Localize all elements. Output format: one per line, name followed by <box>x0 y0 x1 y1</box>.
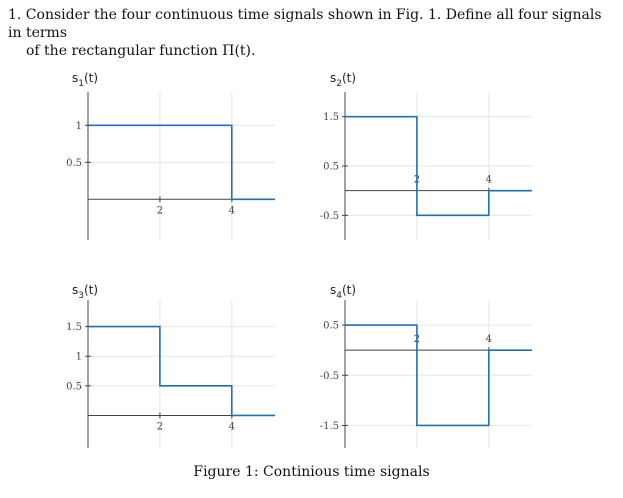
s2-axis-label: $s_2(t)$ <box>330 71 357 89</box>
s2-y-tick-label: 0.5 <box>323 161 339 173</box>
s4-x-tick-label: 4 <box>485 334 493 346</box>
s3-x-tick-label: 2 <box>156 421 164 433</box>
s1-y-tick-label: 0.5 <box>66 157 82 169</box>
s2-y-tick-label: -0.5 <box>319 210 339 222</box>
s4-y-tick-label: -0.5 <box>319 370 339 382</box>
s3-y-tick-label: 1 <box>75 351 82 363</box>
s3-y-tick-label: 0.5 <box>66 381 82 393</box>
s4-y-tick-label: 0.5 <box>323 320 339 332</box>
s1-x-tick-label: 2 <box>156 205 164 217</box>
s4-x-tick-label: 2 <box>413 334 421 346</box>
s3-signal-line <box>88 327 275 416</box>
s2-panel <box>320 71 532 240</box>
s3-y-tick-label: 1.5 <box>66 322 82 334</box>
s3-x-tick-label: 4 <box>228 421 236 433</box>
s2-x-tick-label: 4 <box>485 174 493 186</box>
s4-y-tick-label: -1.5 <box>319 420 339 432</box>
s4-panel <box>320 283 532 448</box>
s1-x-tick-label: 4 <box>228 205 236 217</box>
s1-axis-label: $s_1(t)$ <box>72 71 99 89</box>
s1-panel <box>66 71 275 240</box>
figure-caption: Figure 1: Continious time signals <box>193 464 430 480</box>
question-line-1: 1. Consider the four continuous time signals shown in Fig. 1. Define all four signals in terms <box>8 7 602 41</box>
s2-x-tick-label: 2 <box>413 174 421 186</box>
s3-panel <box>66 283 275 448</box>
question-line-2: of the rectangular function Π(t). <box>26 43 256 59</box>
s1-y-tick-label: 1 <box>75 120 82 132</box>
s2-y-tick-label: 1.5 <box>323 112 339 124</box>
s3-axis-label: $s_3(t)$ <box>72 283 99 301</box>
s4-axis-label: $s_4(t)$ <box>330 283 357 301</box>
